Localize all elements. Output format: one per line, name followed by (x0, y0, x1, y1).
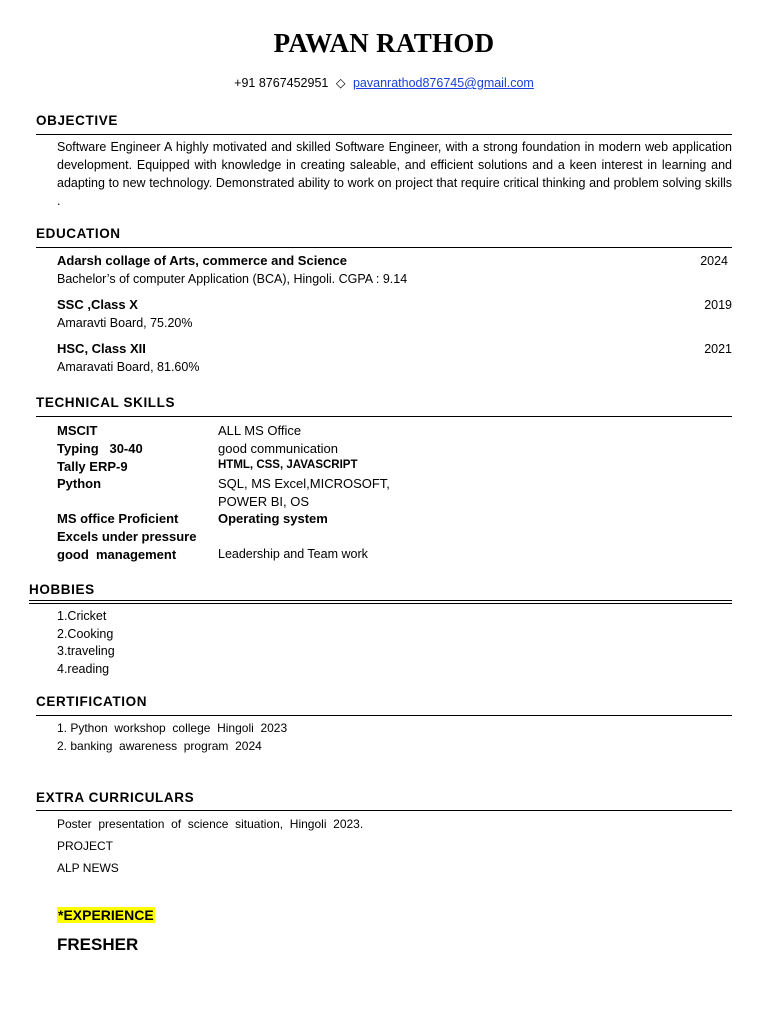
skill-left: Typing 30-40 (57, 441, 143, 456)
hobbies-heading: HOBBIES (29, 582, 95, 597)
skill-left: Tally ERP-9 (57, 459, 128, 474)
hobbies-rule-bottom (29, 603, 732, 604)
skills-heading: TECHNICAL SKILLS (36, 395, 176, 410)
skill-left: MS office Proficient (57, 511, 179, 526)
skill-right: ALL MS Office (218, 423, 302, 438)
objective-heading: OBJECTIVE (36, 113, 118, 128)
education-year: 2024 (700, 254, 728, 268)
diamond-separator-icon: ◇ (335, 76, 346, 90)
hobby-item: 2.Cooking (57, 627, 114, 641)
experience-label (57, 907, 155, 925)
skill-left: Python (57, 476, 102, 491)
education-detail: Bachelor’s of computer Application (BCA), Hingoli. CGPA : 9.14 (57, 272, 408, 286)
objective-text: Software Engineer A highly motivated and skilled Software Engineer, with a strong foundation in modern web application development. Equipped with knowledge in creating saleable, and efficient solutions and a keen interest in learning and adapting to new technology. Demonstrated ability to work on project that require critical thinking and problem solving skills . (57, 140, 732, 208)
experience-label-highlight: *EXPERIENCE (58, 907, 154, 923)
education-title: Adarsh collage of Arts, commerce and Science (57, 253, 347, 268)
hobby-item: 3.traveling (57, 644, 115, 658)
email-link[interactable]: pavanrathod876745@gmail.com (352, 76, 534, 90)
certification-item: 1. Python workshop college Hingoli 2023 (57, 721, 288, 735)
extra-curriculars-rule (36, 810, 732, 811)
education-year: 2019 (704, 298, 732, 312)
experience-value: FRESHER (57, 935, 139, 954)
certification-rule (36, 715, 732, 716)
education-title: SSC ,Class X (57, 297, 138, 312)
extra-curricular-item: Poster presentation of science situation, Hingoli 2023. (57, 817, 364, 831)
skills-rule (36, 416, 732, 417)
education-year: 2021 (704, 342, 732, 356)
education-title: HSC, Class XII (57, 341, 146, 356)
skill-right: good communication (218, 441, 338, 456)
hobby-item: 4.reading (57, 662, 110, 676)
certification-item: 2. banking awareness program 2024 (57, 739, 262, 753)
extra-curriculars-heading: EXTRA CURRICULARS (36, 790, 195, 805)
education-rule (36, 247, 732, 248)
skill-right: POWER BI, OS (218, 494, 310, 509)
education-detail: Amaravati Board, 81.60% (57, 360, 200, 374)
skill-left: good management (57, 547, 177, 562)
certification-heading: CERTIFICATION (36, 694, 148, 709)
skill-left: Excels under pressure (57, 529, 197, 544)
hobbies-rule-top (29, 600, 732, 601)
skill-right: Operating system (218, 511, 328, 526)
skill-right: Leadership and Team work (218, 547, 368, 561)
phone-number: +91 8767452951 (234, 76, 329, 90)
skill-right: SQL, MS Excel,MICROSOFT, (218, 476, 390, 491)
skill-left: MSCIT (57, 423, 98, 438)
skill-right: HTML, CSS, JAVASCRIPT (218, 459, 358, 471)
extra-curricular-item: PROJECT (57, 839, 114, 853)
education-detail: Amaravti Board, 75.20% (57, 316, 193, 330)
hobby-item: 1.Cricket (57, 609, 107, 623)
extra-curricular-item: ALP NEWS (57, 861, 119, 875)
objective-rule (36, 134, 732, 135)
contact-line (0, 75, 768, 90)
education-heading: EDUCATION (36, 226, 121, 241)
candidate-name: PAWAN RATHOD (273, 28, 495, 58)
